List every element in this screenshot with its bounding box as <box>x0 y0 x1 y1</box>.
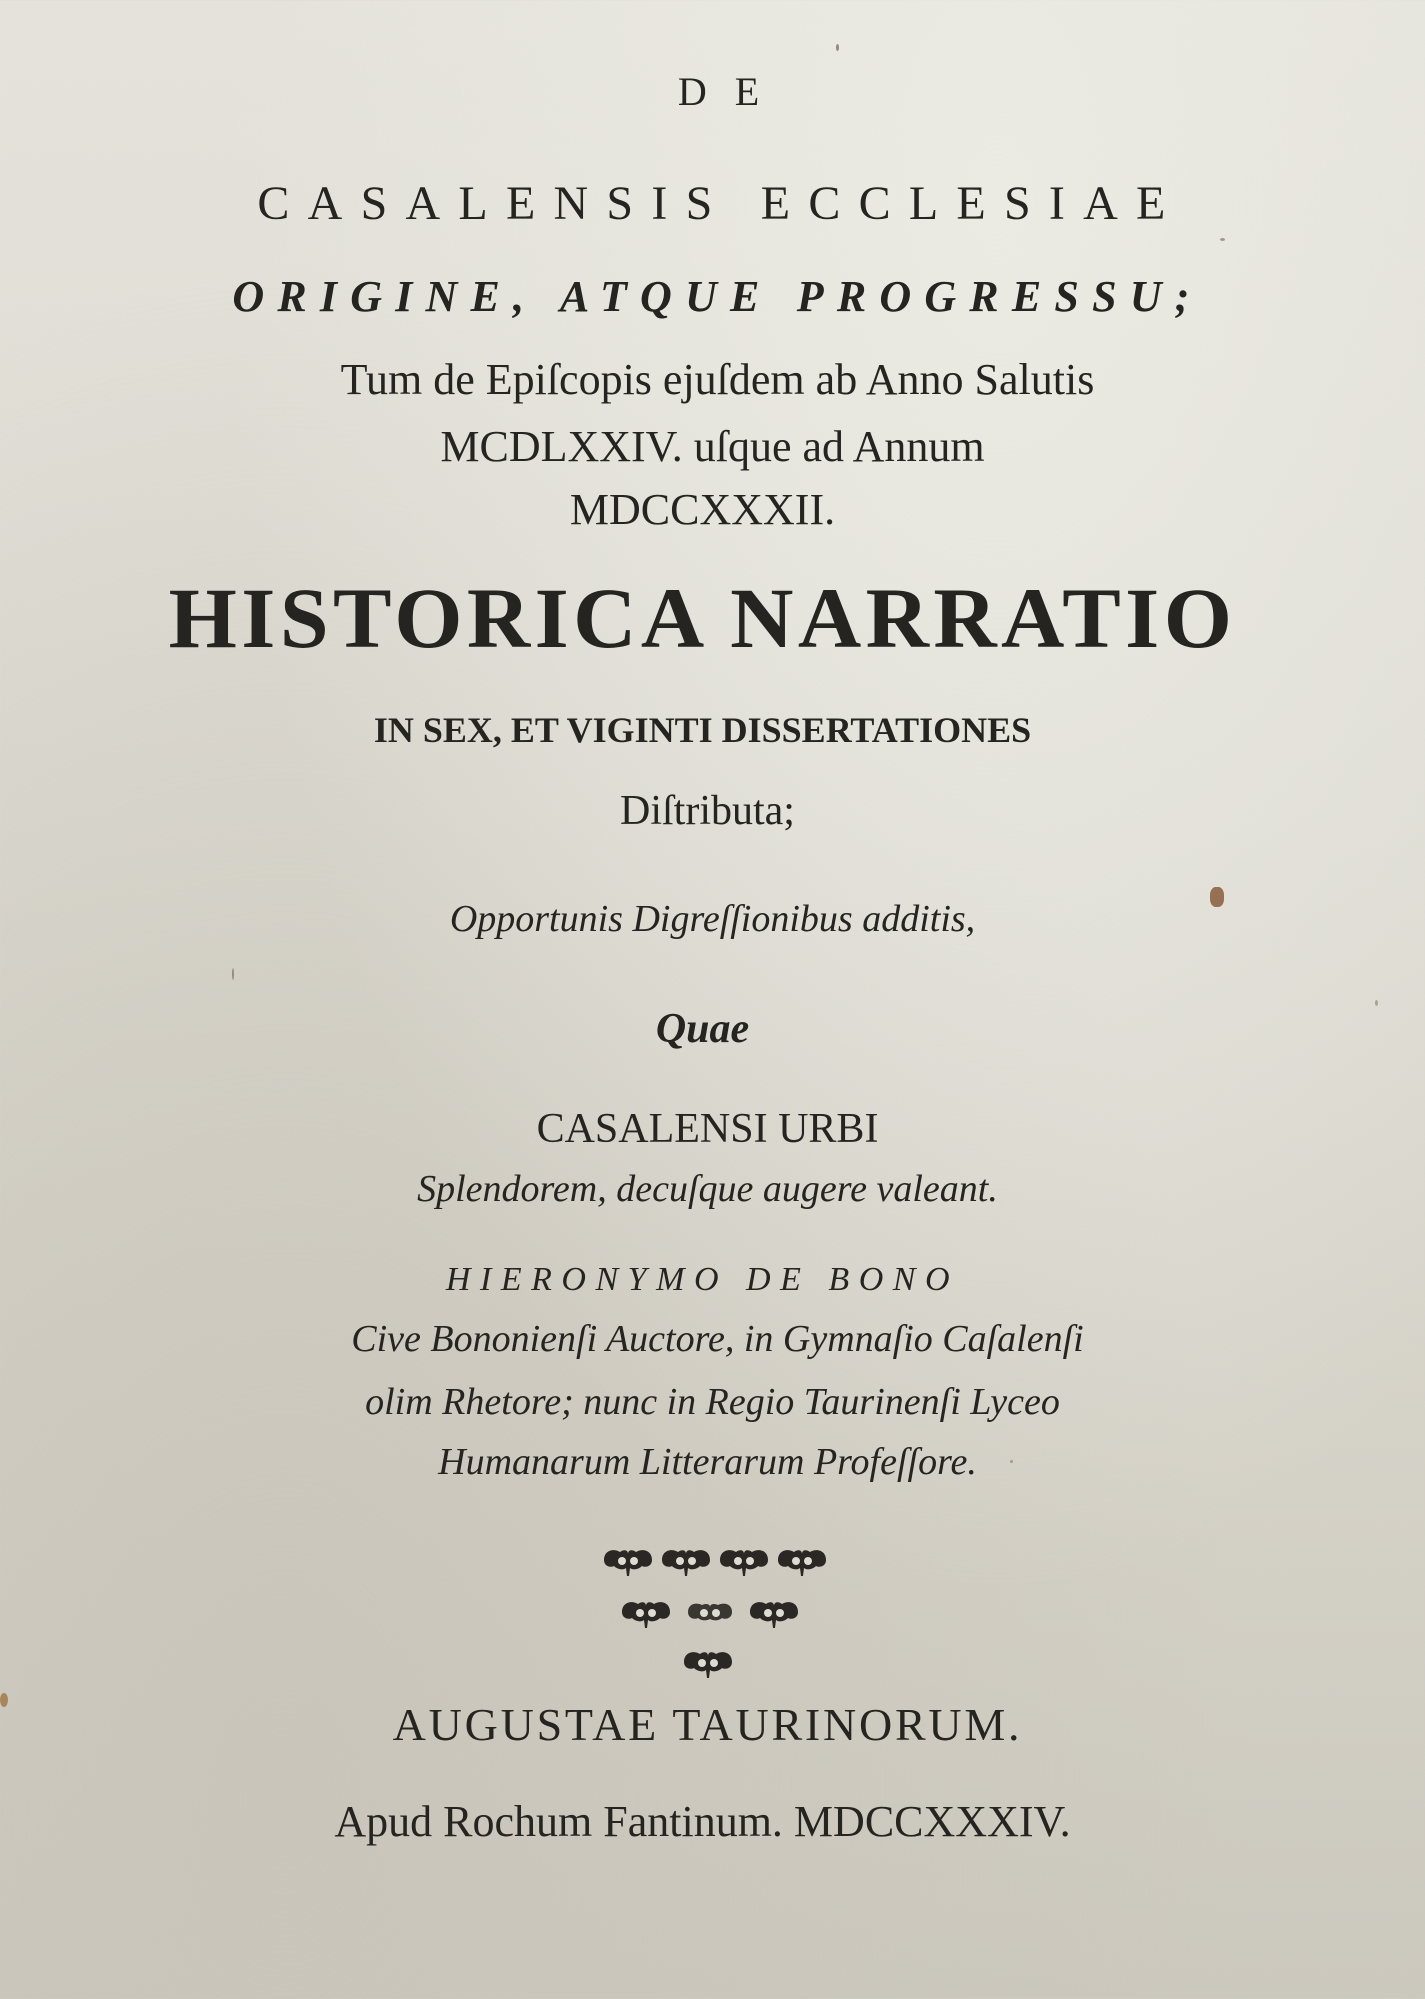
fleuron-icon <box>718 1546 770 1578</box>
fleuron-icon <box>682 1648 734 1680</box>
subtitle-line-tum: Tum de Epiſcopis ejuſdem ab Anno Salutis <box>340 355 1095 404</box>
fleuron-icon <box>620 1598 672 1630</box>
author-name: HIERONYMO DE BONO <box>445 1261 960 1298</box>
subtitle-line-mdccxxxii: MDCCXXXII. <box>569 485 836 534</box>
author-description-1: Cive Bononienſi Auctore, in Gymnaſio Caſalenſi <box>351 1318 1084 1360</box>
fleuron-icon <box>748 1598 800 1630</box>
dissertations-line: IN SEX, ET VIGINTI DISSERTATIONES <box>373 710 1032 750</box>
main-title: HISTORICA NARRATIO <box>168 570 1237 666</box>
quae-line: Quae <box>655 1006 750 1052</box>
imprint-place: AUGUSTAE TAURINORUM. <box>392 1699 1023 1750</box>
fleuron-icon <box>776 1546 828 1578</box>
paper-speck <box>1375 1000 1378 1006</box>
ornament-row-2 <box>0 1598 1422 1630</box>
heading-casalensis-ecclesiae: CASALENSIS ECCLESIAE <box>257 177 1184 230</box>
fleuron-icon <box>660 1546 712 1578</box>
heading-origine-atque-progressu: ORIGINE, ATQUE PROGRESSU; <box>232 272 1203 321</box>
imprint-printer-year: Apud Rochum Fantinum. MDCCXXXIV. <box>334 1797 1071 1846</box>
paper-speck <box>1220 238 1225 241</box>
author-description-3: Humanarum Litterarum Profeſſore. <box>438 1441 977 1483</box>
digressions-line: Opportunis Digreſſionibus additis, <box>449 898 976 940</box>
paper-speck <box>232 968 234 980</box>
ornament-row-1 <box>2 1546 1425 1578</box>
subtitle-line-mcdlxxiv: MCDLXXIV. uſque ad Annum <box>440 422 985 471</box>
ink-stain-mark <box>1210 887 1224 907</box>
distributa-line: Diſtributa; <box>620 788 795 834</box>
fleuron-icon <box>602 1546 654 1578</box>
ornament-row-3 <box>0 1648 1420 1680</box>
paper-speck <box>1010 1460 1013 1463</box>
splendorem-line: Splendorem, decuſque augere valeant. <box>417 1168 998 1210</box>
foxing-mark <box>0 1693 8 1707</box>
paper-speck <box>836 44 839 51</box>
heading-de: DE <box>677 69 788 114</box>
fleuron-icon <box>684 1598 736 1630</box>
author-description-2: olim Rhetore; nunc in Regio Taurinenſi Lyceo <box>365 1381 1060 1423</box>
casalensi-urbi-line: CASALENSI URBI <box>536 1106 879 1152</box>
